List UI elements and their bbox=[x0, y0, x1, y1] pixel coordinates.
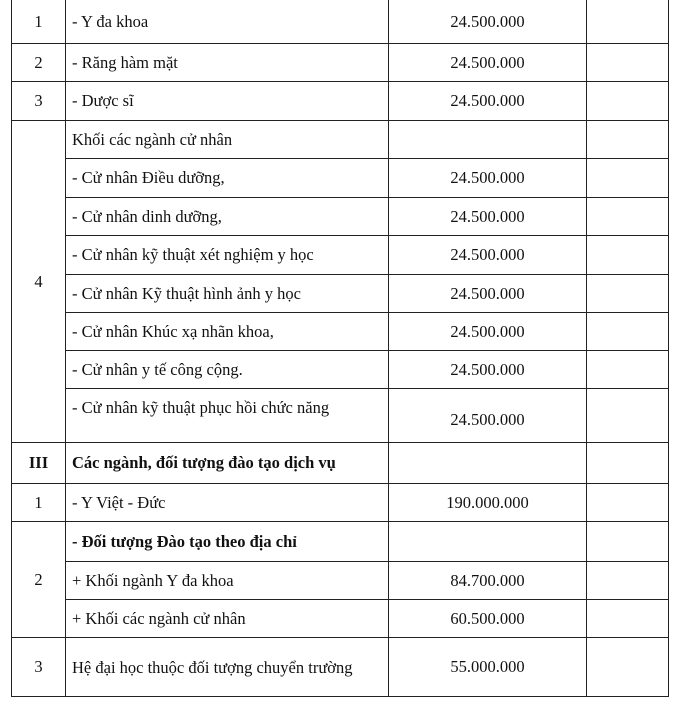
empty-cell bbox=[587, 484, 669, 522]
empty-cell bbox=[587, 522, 669, 562]
program-name: + Khối các ngành cử nhân bbox=[66, 600, 389, 638]
empty-cell bbox=[587, 44, 669, 82]
program-name: - Cử nhân dinh dưỡng, bbox=[66, 198, 389, 236]
table-row bbox=[12, 198, 669, 236]
program-name: - Cử nhân kỹ thuật xét nghiệm y học bbox=[66, 236, 389, 275]
empty-cell bbox=[587, 121, 669, 159]
row-number: 3 bbox=[12, 638, 66, 697]
table-row bbox=[12, 82, 669, 121]
empty-cell bbox=[587, 198, 669, 236]
section-header-row bbox=[12, 443, 669, 484]
empty-cell bbox=[587, 82, 669, 121]
table-row bbox=[12, 522, 669, 562]
program-name: + Khối ngành Y đa khoa bbox=[66, 562, 389, 600]
tuition-amount: 190.000.000 bbox=[389, 484, 587, 522]
empty-cell bbox=[587, 313, 669, 351]
program-name: - Cử nhân kỹ thuật phục hồi chức năng bbox=[66, 389, 389, 443]
empty-cell bbox=[587, 638, 669, 697]
program-name: Hệ đại học thuộc đối tượng chuyển trường bbox=[66, 638, 389, 697]
table-row bbox=[12, 562, 669, 600]
empty-cell bbox=[587, 236, 669, 275]
row-number: 3 bbox=[12, 82, 66, 121]
empty-cell bbox=[587, 275, 669, 313]
table-row bbox=[12, 351, 669, 389]
tuition-amount: 24.500.000 bbox=[389, 351, 587, 389]
tuition-amount: 24.500.000 bbox=[389, 198, 587, 236]
empty-cell bbox=[389, 443, 587, 484]
tuition-amount: 60.500.000 bbox=[389, 600, 587, 638]
program-name: - Cử nhân Điều dưỡng, bbox=[66, 159, 389, 198]
empty-cell bbox=[587, 159, 669, 198]
group-header: Khối các ngành cử nhân bbox=[66, 121, 389, 159]
empty-cell bbox=[587, 351, 669, 389]
program-name: - Y Việt - Đức bbox=[66, 484, 389, 522]
table-row bbox=[12, 600, 669, 638]
table-row bbox=[12, 121, 669, 159]
tuition-amount: 24.500.000 bbox=[389, 159, 587, 198]
empty-cell bbox=[587, 600, 669, 638]
empty-cell bbox=[587, 0, 669, 44]
table-row bbox=[12, 313, 669, 351]
table-row bbox=[12, 389, 669, 443]
tuition-amount bbox=[389, 121, 587, 159]
empty-cell bbox=[587, 562, 669, 600]
table-row bbox=[12, 0, 669, 44]
tuition-amount: 84.700.000 bbox=[389, 562, 587, 600]
program-name: - Cử nhân y tế công cộng. bbox=[66, 351, 389, 389]
table-row bbox=[12, 236, 669, 275]
group-header: - Đối tượng Đào tạo theo địa chỉ bbox=[66, 522, 389, 562]
program-name: - Y đa khoa bbox=[66, 0, 389, 44]
row-number: 1 bbox=[12, 0, 66, 44]
program-name: - Cử nhân Kỹ thuật hình ảnh y học bbox=[66, 275, 389, 313]
row-number: 1 bbox=[12, 484, 66, 522]
tuition-amount: 55.000.000 bbox=[389, 638, 587, 697]
section-number: III bbox=[12, 443, 66, 484]
program-name: - Dược sĩ bbox=[66, 82, 389, 121]
tuition-amount: 24.500.000 bbox=[389, 82, 587, 121]
tuition-amount: 24.500.000 bbox=[389, 0, 587, 44]
row-number: 2 bbox=[12, 44, 66, 82]
row-number: 4 bbox=[12, 121, 66, 443]
table-row bbox=[12, 159, 669, 198]
program-name: - Cử nhân Khúc xạ nhãn khoa, bbox=[66, 313, 389, 351]
tuition-table bbox=[11, 0, 669, 697]
tuition-amount: 24.500.000 bbox=[389, 236, 587, 275]
tuition-amount: 24.500.000 bbox=[389, 275, 587, 313]
tuition-amount: 24.500.000 bbox=[389, 389, 587, 443]
table-row bbox=[12, 484, 669, 522]
table-row bbox=[12, 44, 669, 82]
section-title: Các ngành, đối tượng đào tạo dịch vụ bbox=[66, 443, 389, 484]
tuition-amount: 24.500.000 bbox=[389, 313, 587, 351]
empty-cell bbox=[587, 443, 669, 484]
empty-cell bbox=[587, 389, 669, 443]
row-number: 2 bbox=[12, 522, 66, 638]
tuition-amount bbox=[389, 522, 587, 562]
tuition-amount: 24.500.000 bbox=[389, 44, 587, 82]
program-name: - Răng hàm mặt bbox=[66, 44, 389, 82]
table-row bbox=[12, 275, 669, 313]
table-row bbox=[12, 638, 669, 697]
